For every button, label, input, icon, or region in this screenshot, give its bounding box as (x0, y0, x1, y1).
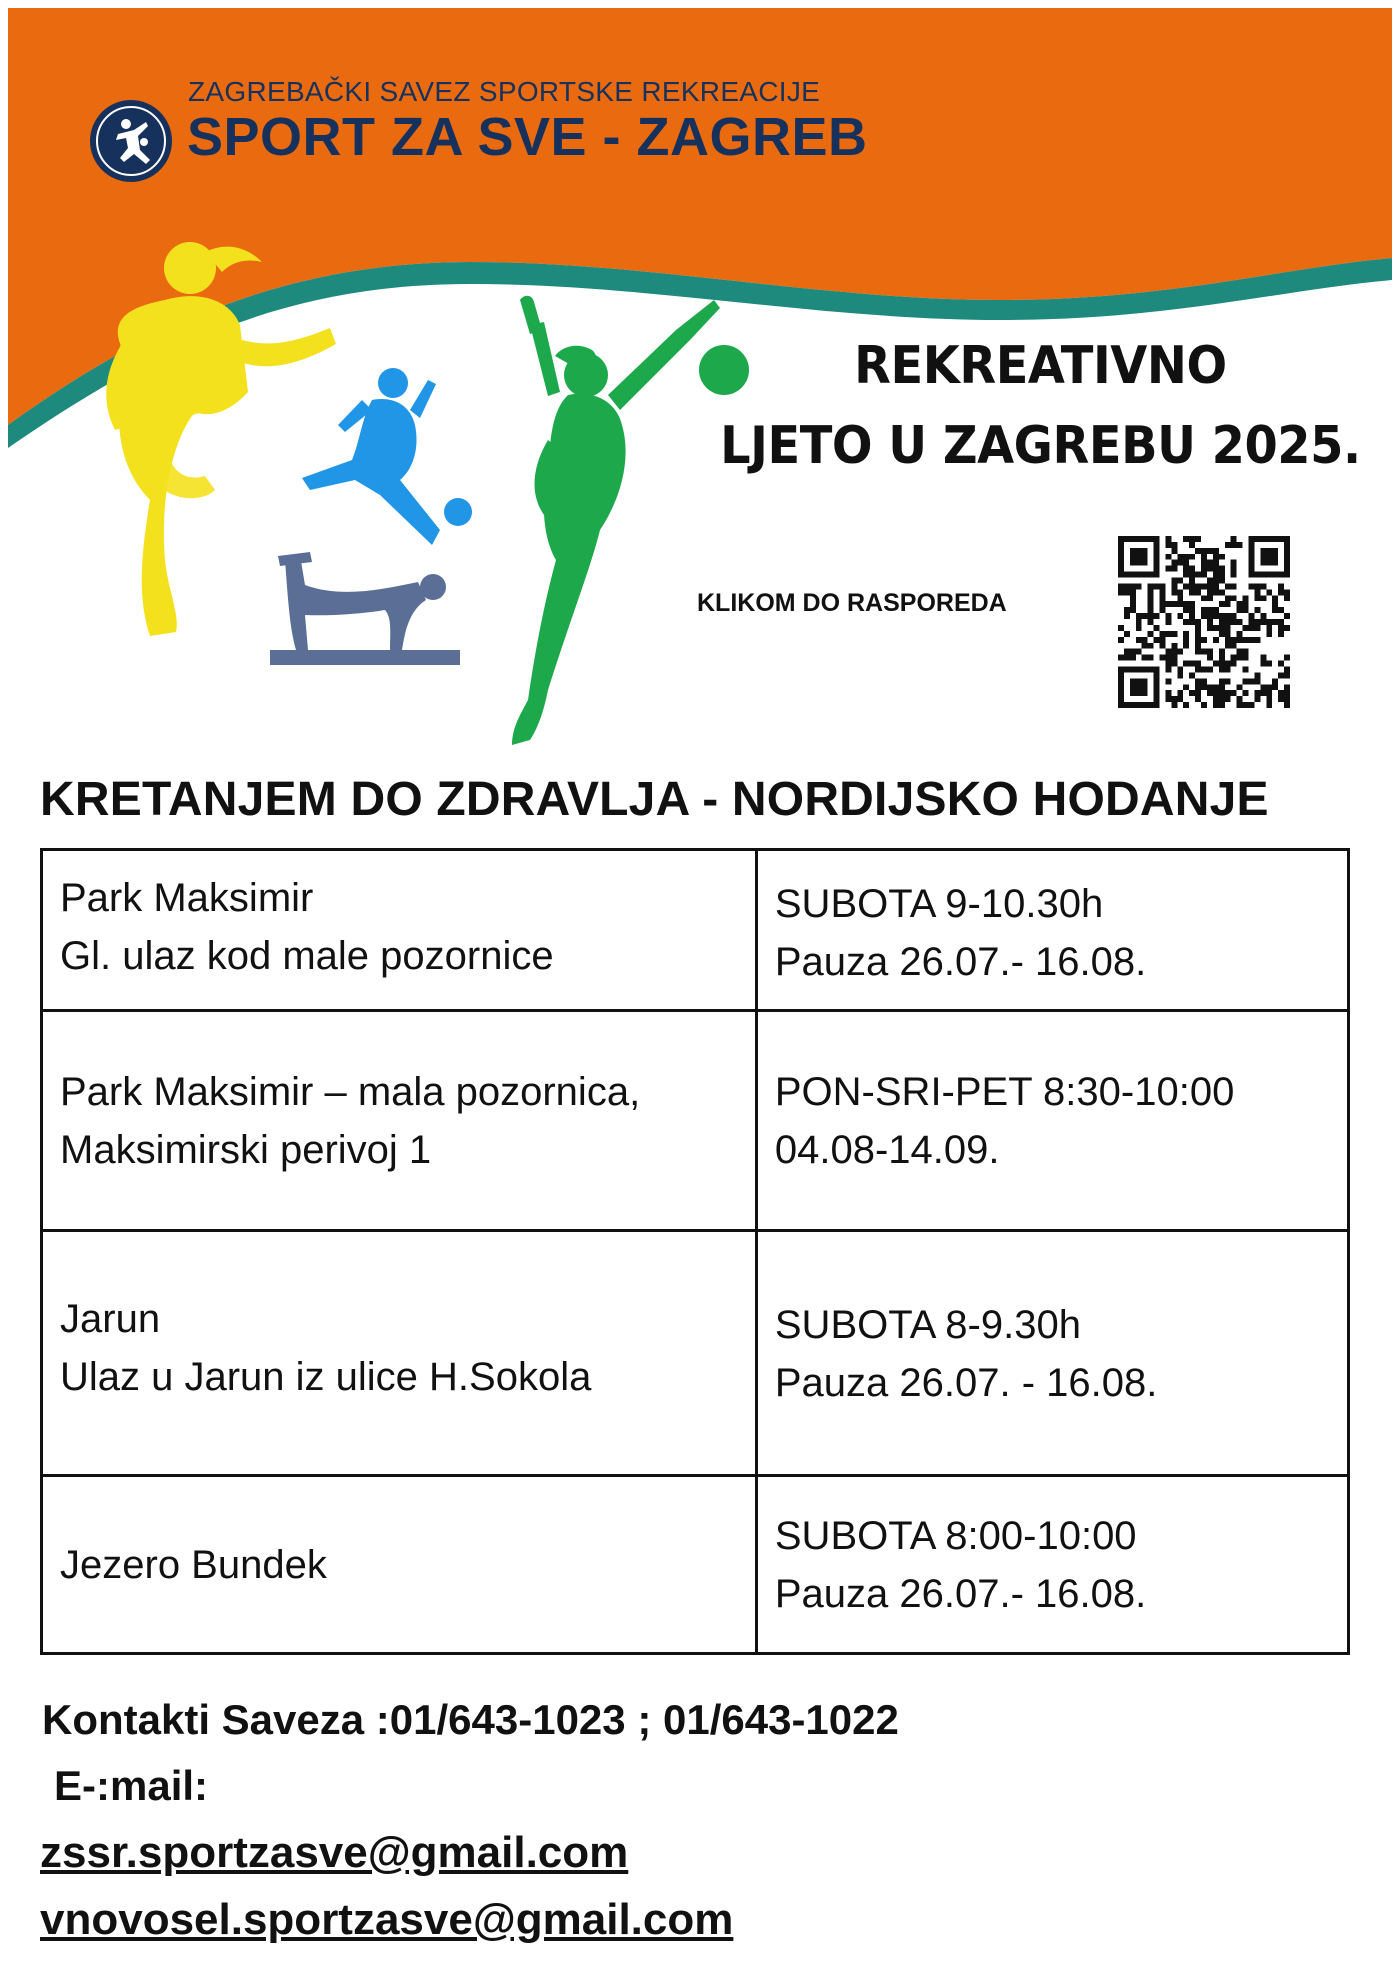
location-cell (42, 1231, 757, 1476)
location-line: Park Maksimir – mala pozornica, (60, 1069, 641, 1114)
location-line: Jezero Bundek (60, 1542, 327, 1587)
location-line: Gl. ulaz kod male pozornice (60, 934, 554, 978)
location-cell (42, 1476, 757, 1654)
org-name-small: ZAGREBAČKI SAVEZ SPORTSKE REKREACIJE (188, 76, 821, 107)
time-line: Pauza 26.07. - 16.08. (774, 1361, 1158, 1405)
sport-za-sve-logo-icon (88, 98, 174, 184)
time-cell (756, 1011, 1348, 1231)
email-label: E-:mail: (54, 1762, 209, 1809)
table-row (42, 1231, 1349, 1476)
table-row (42, 1476, 1349, 1654)
schedule-table (40, 848, 1350, 1655)
location-line: Ulaz u Jarun iz ulice H.Sokola (60, 1355, 592, 1399)
time-line: PON-SRI-PET 8:30-10:00 (774, 1069, 1235, 1114)
blue-figure-silhouette (302, 368, 472, 545)
time-line: Pauza 26.07.- 16.08. (774, 1571, 1147, 1616)
location-cell (42, 850, 757, 1011)
event-title (700, 326, 1381, 486)
section-title: KRETANJEM DO ZDRAVLJA - NORDIJSKO HODANJE (40, 773, 1269, 826)
event-title-line2: LJETO U ZAGREBU 2025. (720, 416, 1361, 476)
time-line: 04.08-14.09. (774, 1127, 1000, 1172)
time-cell (756, 1476, 1348, 1654)
email-link-zssr[interactable]: zssr.sportzasve@gmail.com (40, 1828, 629, 1877)
org-name-big: SPORT ZA SVE - ZAGREB (187, 107, 868, 167)
table-row (42, 850, 1349, 1011)
location-line: Maksimirski perivoj 1 (60, 1127, 432, 1172)
qr-caption: KLIKOM DO RASPOREDA (697, 589, 1007, 617)
email-link-vnovosel[interactable]: vnovosel.sportzasve@gmail.com (40, 1895, 734, 1944)
location-line: Jarun (60, 1297, 161, 1341)
contact-phones: Kontakti Saveza :01/643-1023 ; 01/643-1022 (42, 1696, 899, 1743)
event-title-line1: REKREATIVNO (854, 336, 1227, 396)
time-line: SUBOTA 8:00-10:00 (774, 1513, 1137, 1558)
time-cell (756, 1231, 1348, 1476)
location-line: Park Maksimir (60, 876, 314, 920)
location-cell (42, 1011, 757, 1231)
time-cell (756, 850, 1348, 1011)
slate-figure-silhouette (270, 552, 460, 665)
time-line: Pauza 26.07.- 16.08. (774, 940, 1147, 984)
qr-code-icon[interactable] (1116, 536, 1292, 708)
table-row (42, 1011, 1349, 1231)
time-line: SUBOTA 8-9.30h (774, 1303, 1081, 1347)
time-line: SUBOTA 9-10.30h (774, 882, 1104, 926)
